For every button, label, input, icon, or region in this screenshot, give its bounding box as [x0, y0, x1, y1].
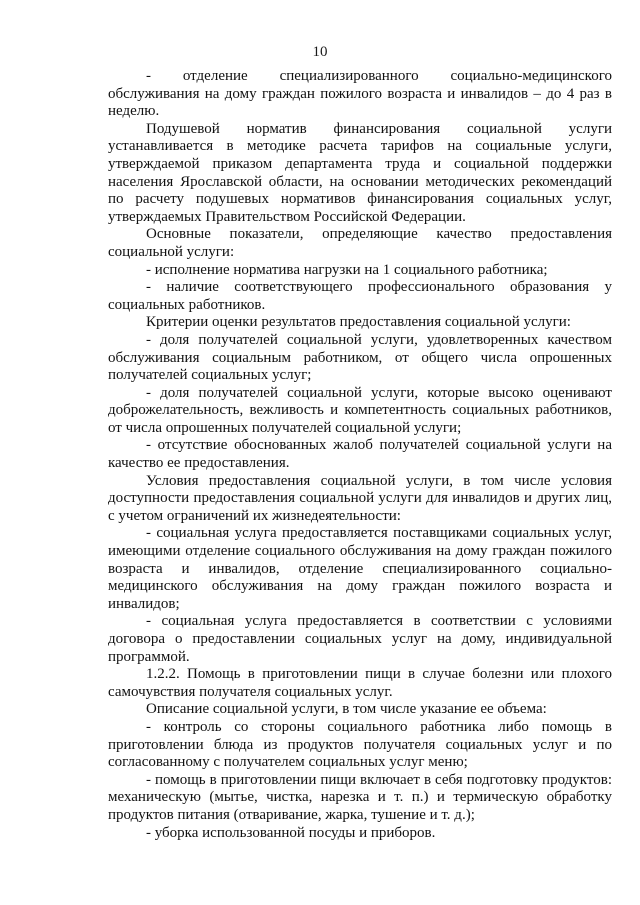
paragraph: - социальная услуга предоставляется поставщиками социальных услуг, имеющими отделение социального обслуживания на дому граждан пожилого возраста и инвалидов, отделение специализированного социально-медицинского обслуживания на дому граждан пожилого возраста и инвалидов; [108, 525, 612, 612]
section-heading: 1.2.2. Помощь в приготовлении пищи в случае болезни или плохого самочувствия получателя социальных услуг. [108, 666, 612, 700]
paragraph: Условия предоставления социальной услуги, в том числе условия доступности предоставления социальной услуги для инвалидов и других лиц, с учетом ограничений их жизнедеятельности: [108, 472, 612, 524]
paragraph: Критерии оценки результатов предоставления социальной услуги: [146, 314, 571, 331]
paragraph: Подушевой норматив финансирования социальной услуги устанавливается в методике расчета тарифов на социальные услуги, утверждаемой приказом департамента труда и социальной поддержки населения Ярославской области, на основании методических рекомендаций по расчету подушевых нормативов финансирования социальных услуг, утверждаемых Правительством Российской Федерации. [108, 120, 612, 225]
paragraph: Основные показатели, определяющие качество предоставления социальной услуги: [108, 226, 612, 260]
paragraph: - социальная услуга предоставляется в соответствии с условиями договора о предоставлении социальных услуг на дому, индивидуальной программой. [108, 613, 612, 665]
paragraph: - отсутствие обоснованных жалоб получателей социальной услуги на качество ее предоставления. [108, 437, 612, 472]
paragraph: - контроль со стороны социального работника либо помощь в приготовлении блюда из продуктов получателя социальных услуг и по согласованному с получателем социальных услуг меню; [108, 718, 612, 771]
paragraph: - наличие соответствующего профессионального образования у социальных работников. [108, 279, 612, 313]
paragraph: - отделение специализированного социально-медицинского обслуживания на дому граждан пожилого возраста и инвалидов – до 4 раз в неделю. [108, 68, 612, 120]
paragraph: - доля получателей социальной услуги, удовлетворенных качеством обслуживания социальным работником, от общего числа опрошенных получателей социальных услуг; [108, 331, 612, 384]
paragraph: - исполнение норматива нагрузки на 1 социального работника; [146, 261, 548, 278]
document-body [108, 68, 612, 842]
page-number: 10 [312, 44, 328, 60]
paragraph: - помощь в приготовлении пищи включает в себя подготовку продуктов: механическую (мытье, чистка, нарезка и т. п.) и термическую обработку продуктов питания (отваривание, жарка, тушение и т. д.); [108, 771, 612, 823]
paragraph: Описание социальной услуги, в том числе указание ее объема: [146, 701, 547, 718]
paragraph: - доля получателей социальной услуги, которые высоко оценивают доброжелательность, вежливость и компетентность социальных работников, от числа опрошенных получателей социальной услуги; [108, 384, 612, 436]
paragraph: - уборка использованной посуды и приборов. [146, 824, 436, 841]
